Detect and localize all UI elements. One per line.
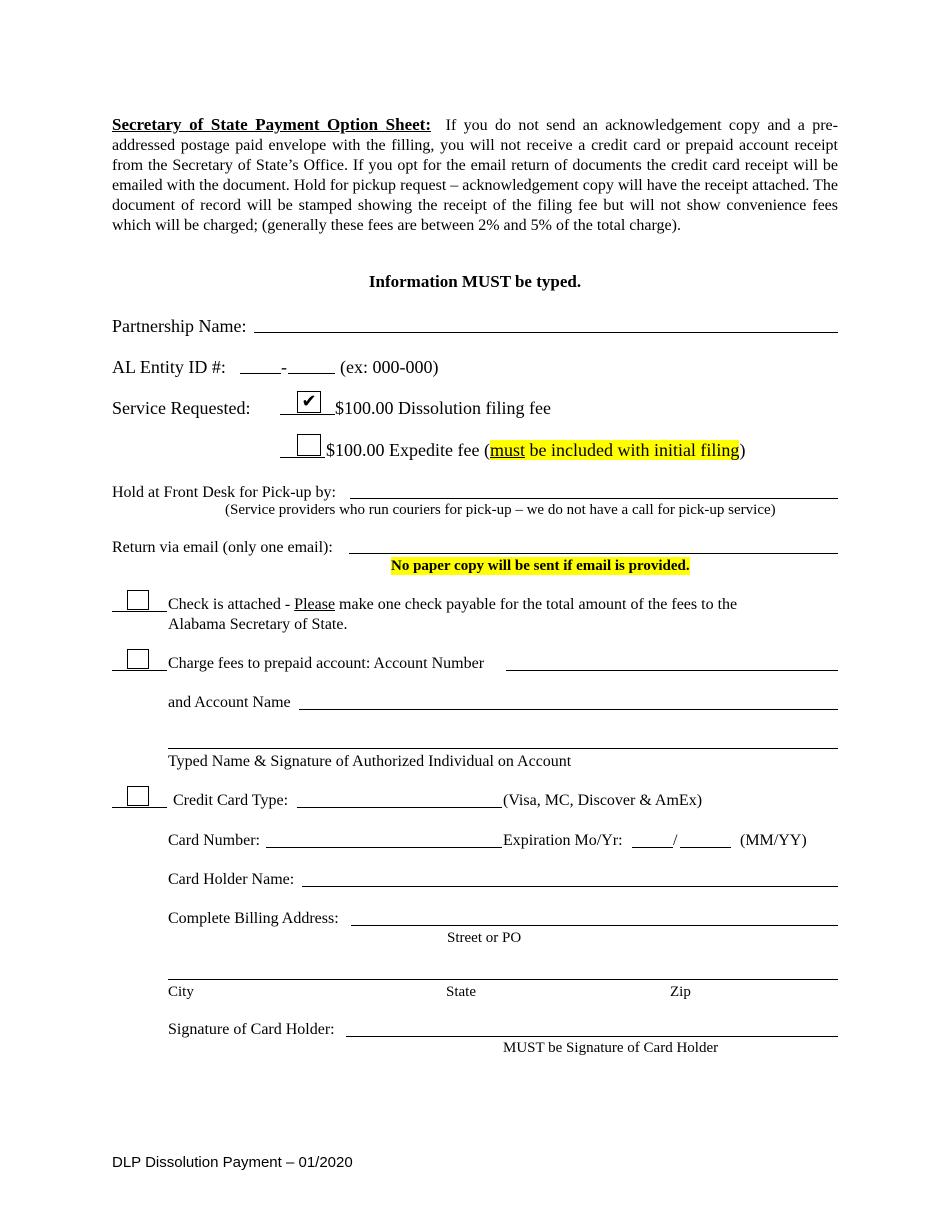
- expedite-highlight-must: must: [489, 440, 525, 460]
- typed-notice: Information MUST be typed.: [368, 272, 582, 291]
- cardholder-signature-field[interactable]: [346, 1036, 838, 1037]
- footer-text: DLP Dissolution Payment – 01/2020: [112, 1154, 353, 1171]
- state-caption: State: [446, 984, 476, 1000]
- email-label: Return via email (only one email):: [112, 539, 333, 556]
- prepaid-label: Charge fees to prepaid account: Account Number: [168, 655, 485, 672]
- partnership-name-field[interactable]: [254, 332, 838, 333]
- check-mark-icon: ✔: [301, 391, 317, 412]
- intro-text: If you do not send an acknowledgement copy and a pre-addressed postage paid envelope with the filling, you will not receive a credit card or prepaid account receipt from the Secretary of State’s Office. If you opt for the email return of documents the credit card receipt will be emailed with the document. Hold for pickup request – acknowledgement copy will have the receipt attached. The document of record will be stamped showing the receipt of the filing fee but will not show convenience fees which will be charged; (generally these fees are between 2% and 5% of the total charge).: [112, 117, 838, 234]
- card-type-note: (Visa, MC, Discover & AmEx): [503, 792, 703, 809]
- service-label: Service Requested:: [112, 398, 251, 418]
- check-option-underline: [112, 611, 167, 612]
- prepaid-option-underline: [112, 670, 167, 671]
- expiration-separator: /: [673, 832, 678, 849]
- card-type-label: Credit Card Type:: [173, 792, 289, 809]
- card-number-label: Card Number:: [168, 832, 260, 849]
- entity-id-part1-field[interactable]: [240, 373, 281, 374]
- expedite-fee-text: $100.00 Expedite fee (: [326, 440, 490, 460]
- billing-street-field[interactable]: [351, 925, 838, 926]
- account-name-label: and Account Name: [168, 694, 291, 711]
- check-attached-text: [168, 595, 838, 635]
- prepaid-account-checkbox[interactable]: [127, 649, 149, 669]
- account-number-field[interactable]: [506, 670, 838, 671]
- check-text-after: make one check payable for the total amount of the fees to the: [335, 596, 738, 613]
- expedite-fee-close: ): [739, 440, 746, 460]
- zip-caption: Zip: [670, 984, 691, 1000]
- intro-paragraph: [112, 114, 838, 236]
- credit-option-underline: [112, 807, 167, 808]
- expiration-format: (MM/YY): [740, 832, 807, 849]
- partnership-label: Partnership Name:: [112, 316, 247, 336]
- expedite-fee-label: [326, 439, 745, 461]
- check-attached-checkbox[interactable]: [127, 590, 149, 610]
- expedite-fee-checkbox[interactable]: [297, 434, 321, 456]
- billing-address-label: Complete Billing Address:: [168, 910, 339, 927]
- entity-dash: -: [281, 357, 287, 377]
- expiration-month-field[interactable]: [632, 847, 673, 848]
- intro-heading: Secretary of State Payment Option Sheet:: [112, 115, 431, 134]
- service-option-1-underline: [280, 414, 335, 415]
- authorized-signature-caption: Typed Name & Signature of Authorized Individual on Account: [168, 753, 572, 770]
- card-type-field[interactable]: [297, 807, 502, 808]
- email-warning: No paper copy will be sent if email is provided.: [391, 558, 690, 574]
- dissolution-fee-label: $100.00 Dissolution filing fee: [335, 398, 551, 418]
- dissolution-fee-checkbox[interactable]: [297, 391, 321, 413]
- entity-id-part2-field[interactable]: [288, 373, 335, 374]
- holder-name-label: Card Holder Name:: [168, 871, 295, 888]
- billing-city-state-zip-field[interactable]: [168, 979, 838, 980]
- city-caption: City: [168, 984, 194, 1000]
- card-number-field[interactable]: [266, 847, 502, 848]
- cardholder-signature-caption: MUST be Signature of Card Holder: [503, 1040, 719, 1056]
- entity-example: (ex: 000-000): [340, 357, 439, 377]
- service-option-2-underline: [280, 457, 325, 458]
- email-field[interactable]: [349, 553, 838, 554]
- expiration-label: Expiration Mo/Yr:: [503, 832, 623, 849]
- cardholder-signature-label: Signature of Card Holder:: [168, 1021, 335, 1038]
- expiration-year-field[interactable]: [680, 847, 731, 848]
- check-text-line2: Alabama Secretary of State.: [168, 616, 348, 633]
- credit-card-checkbox[interactable]: [127, 786, 149, 806]
- hold-pickup-field[interactable]: [350, 498, 838, 499]
- expedite-highlight-rest: be included with initial filing: [524, 440, 740, 460]
- street-caption: Street or PO: [447, 930, 522, 946]
- authorized-signature-field[interactable]: [168, 748, 838, 749]
- check-text-please: Please: [294, 596, 336, 613]
- hold-label: Hold at Front Desk for Pick-up by:: [112, 484, 336, 501]
- account-name-field[interactable]: [299, 709, 838, 710]
- hold-note: (Service providers who run couriers for pick-up – we do not have a call for pick-up service): [225, 502, 776, 518]
- entity-label: AL Entity ID #:: [112, 357, 226, 377]
- holder-name-field[interactable]: [302, 886, 838, 887]
- check-text-before: Check is attached -: [168, 596, 295, 613]
